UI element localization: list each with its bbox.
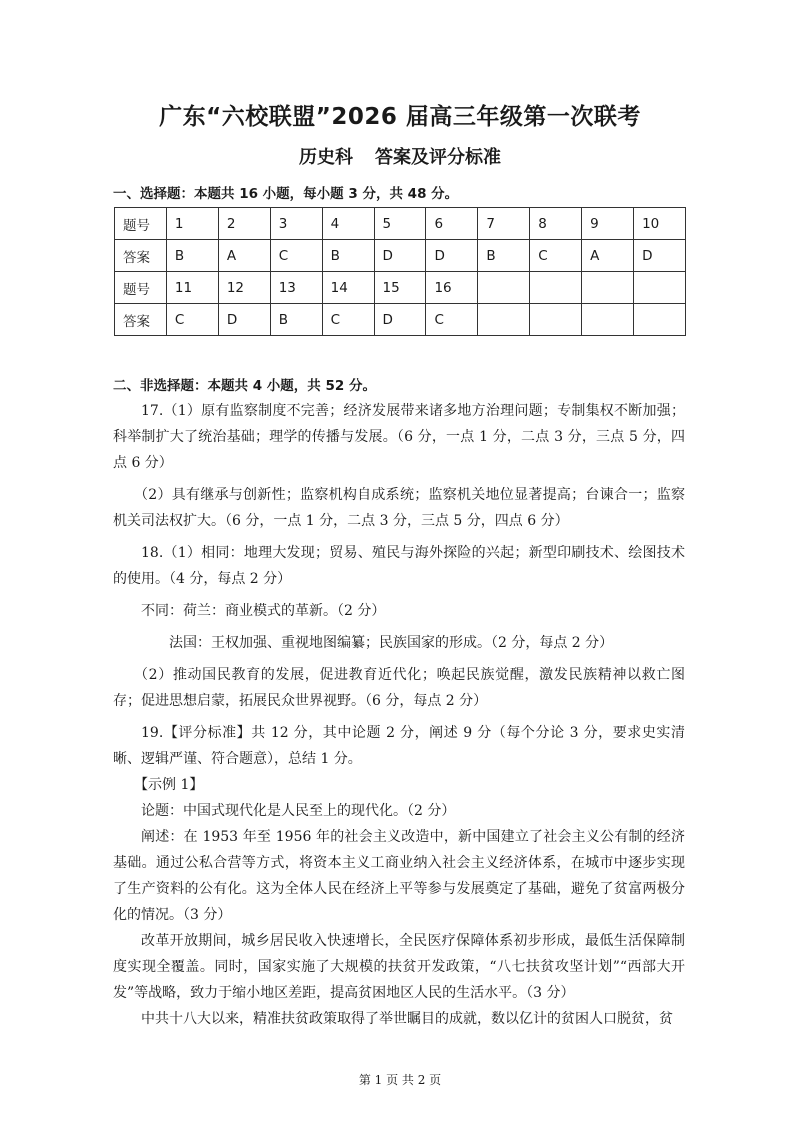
answer-table-cell: A <box>582 240 634 272</box>
answer-table-cell: C <box>322 304 374 336</box>
answer-table-row <box>115 240 686 272</box>
q17-part2: （2）具有继承与创新性；监察机构自成系统；监察机关地位显著提高；台谏合一；监察机关司法权扩大。（6 分，一点 1 分，二点 3 分，三点 5 分，四点 6 分） <box>113 487 685 529</box>
answer-table-cell: 2 <box>218 208 270 240</box>
answer-table-cell: C <box>270 240 322 272</box>
answer-table-cell <box>530 304 582 336</box>
answer-table-cell: D <box>218 304 270 336</box>
answer-table-cell: D <box>374 304 426 336</box>
answer-table-cell: 7 <box>478 208 530 240</box>
subject-label: 历史科 <box>299 147 353 168</box>
answer-table-cell: 8 <box>530 208 582 240</box>
answer-table-cell: D <box>634 240 686 272</box>
q18-difference-netherlands: 不同：荷兰：商业模式的革新。（2 分） <box>141 603 386 619</box>
answer-body <box>113 398 685 1032</box>
answer-table-cell: 1 <box>166 208 218 240</box>
answer-table-cell: B <box>478 240 530 272</box>
answer-table-cell <box>582 304 634 336</box>
q19-elaboration-2: 改革开放期间，城乡居民收入快速增长，全民医疗保障体系初步形成，最低生活保障制度实现全覆盖。同时，国家实施了大规模的扶贫开发政策，“八七扶贫攻坚计划”“西部大开发”等战略，致力于缩小地区差距，提高贫困地区人民的生活水平。（3 分） <box>113 933 685 1001</box>
answer-table-cell: D <box>374 240 426 272</box>
answer-table-cell: 6 <box>426 208 478 240</box>
answer-table-cell: 3 <box>270 208 322 240</box>
answer-table-cell: 12 <box>218 272 270 304</box>
q19-thesis: 论题：中国式现代化是人民至上的现代化。（2 分） <box>141 803 456 819</box>
q18-part1: 18.（1）相同：地理大发现；贸易、殖民与海外探险的兴起；新型印刷技术、绘图技术的使用。（4 分，每点 2 分） <box>113 545 685 587</box>
q19-scoring-standard: 19.【评分标准】共 12 分，其中论题 2 分，阐述 9 分（每个分论 3 分，要求史实清晰、逻辑严谨、符合题意），总结 1 分。 <box>113 725 685 767</box>
answer-table-header-cell: 题号 <box>115 208 167 240</box>
answer-table-cell: C <box>166 304 218 336</box>
answer-table-row <box>115 304 686 336</box>
answer-table-cell: 13 <box>270 272 322 304</box>
answer-key-label: 答案及评分标准 <box>375 147 501 168</box>
section2-heading: 二、非选择题：本题共 4 小题，共 52 分。 <box>113 378 376 394</box>
answer-table-cell: 9 <box>582 208 634 240</box>
section1-heading: 一、选择题：本题共 16 小题，每小题 3 分，共 48 分。 <box>113 186 459 202</box>
answer-table-cell: B <box>270 304 322 336</box>
answer-table-header-cell: 答案 <box>115 240 167 272</box>
document-subtitle <box>0 143 800 169</box>
answer-table-header-cell: 题号 <box>115 272 167 304</box>
answer-table-cell <box>478 272 530 304</box>
answer-table-cell: D <box>426 240 478 272</box>
q19-elaboration-3: 中共十八大以来，精准扶贫政策取得了举世瞩目的成就，数以亿计的贫困人口脱贫，贫 <box>141 1011 673 1027</box>
q18-part2: （2）推动国民教育的发展，促进教育近代化；唤起民族觉醒，激发民族精神以救亡图存；促进思想启蒙，拓展民众世界视野。（6 分，每点 2 分） <box>113 667 685 709</box>
answer-table-cell: 10 <box>634 208 686 240</box>
answer-table-cell <box>530 272 582 304</box>
q19-elaboration-1: 阐述：在 1953 年至 1956 年的社会主义改造中，新中国建立了社会主义公有制的经济基础。通过公私合营等方式，将资本主义工商业纳入社会主义经济体系，在城市中逐步实现了生产资料的公有化。这为全体人民在经济上平等参与发展奠定了基础，避免了贫富两极分化的情况。（3 分） <box>113 829 685 923</box>
q19-example-label: 【示例 1】 <box>134 777 204 793</box>
answer-table-header-cell: 答案 <box>115 304 167 336</box>
q17-part1: 17.（1）原有监察制度不完善；经济发展带来诸多地方治理问题；专制集权不断加强；科举制扩大了统治基础；理学的传播与发展。（6 分，一点 1 分，二点 3 分，三点 5 分，四点 6 分） <box>113 403 685 471</box>
answer-table-cell: A <box>218 240 270 272</box>
answer-table-row <box>115 272 686 304</box>
answer-table-cell <box>478 304 530 336</box>
answer-table-cell: 16 <box>426 272 478 304</box>
answer-table-cell <box>634 304 686 336</box>
answer-table-cell <box>634 272 686 304</box>
answer-table-row <box>115 208 686 240</box>
answer-table-cell: 11 <box>166 272 218 304</box>
answer-table-cell: B <box>322 240 374 272</box>
answer-table-cell: 4 <box>322 208 374 240</box>
document-title: 广东“六校联盟”2026 届高三年级第一次联考 <box>159 104 641 130</box>
answer-table <box>114 207 686 336</box>
answer-table-cell: 15 <box>374 272 426 304</box>
q18-difference-france: 法国：王权加强、重视地图编纂；民族国家的形成。（2 分，每点 2 分） <box>169 635 614 651</box>
answer-table-cell: B <box>166 240 218 272</box>
answer-table-cell: 5 <box>374 208 426 240</box>
answer-table-cell <box>582 272 634 304</box>
answer-table-cell: C <box>530 240 582 272</box>
answer-table-cell: C <box>426 304 478 336</box>
answer-table-cell: 14 <box>322 272 374 304</box>
page-number: 第 1 页 共 2 页 <box>358 1073 442 1087</box>
